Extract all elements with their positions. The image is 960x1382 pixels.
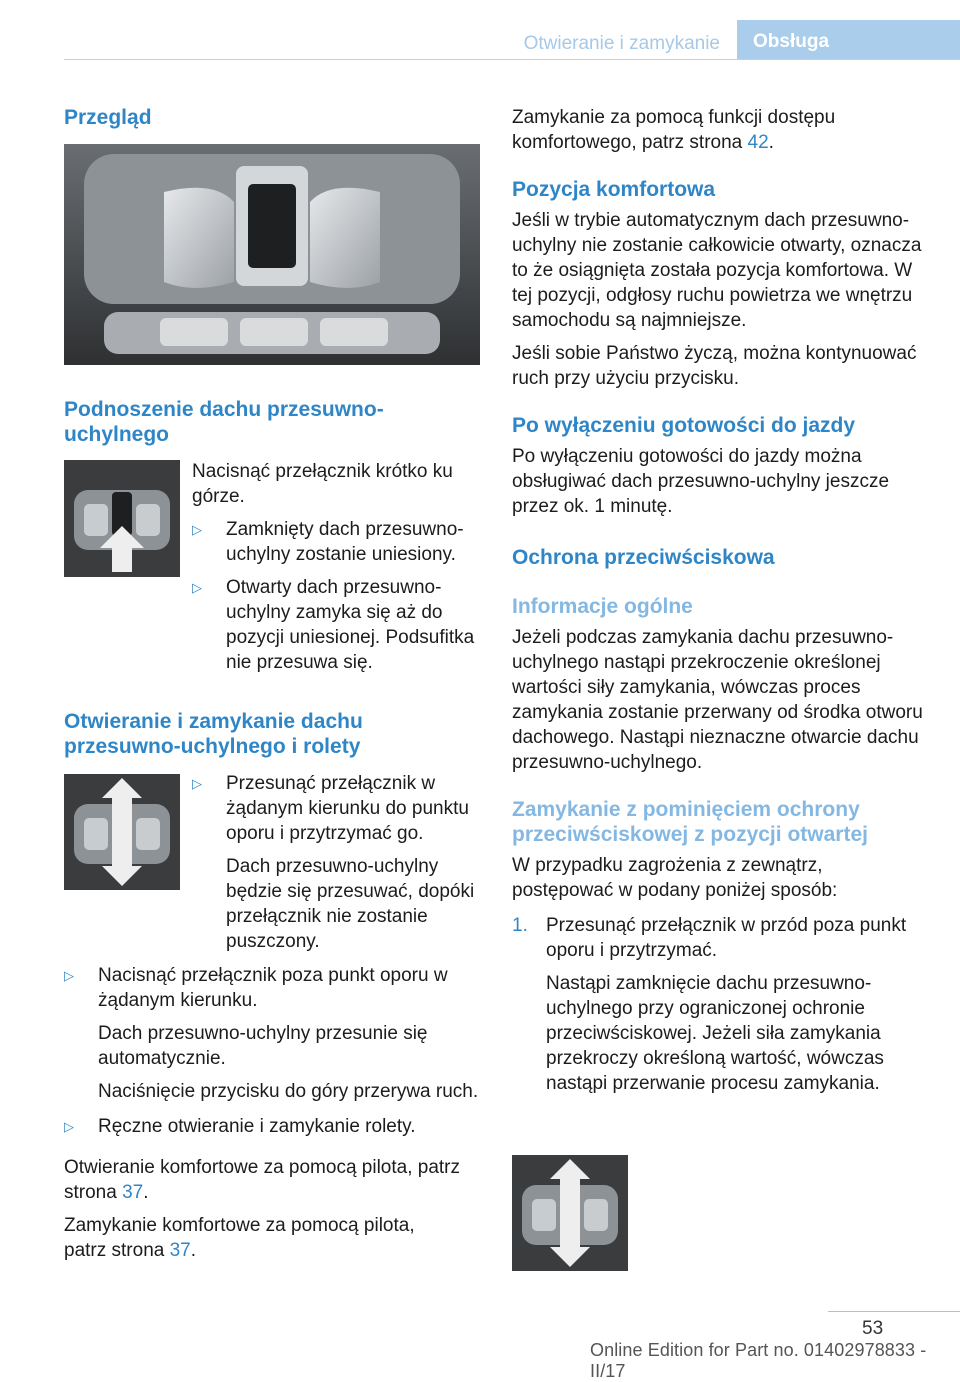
step-continuation: Nastąpi zamknięcie dachu przesuwno-uchylnego przy ograniczonej ochronie przeciwściskowej. Jeżeli siła zamykania przekroczy określoną wartość, wówczas nastąpi przerwanie procesu zamykania. <box>546 973 884 1094</box>
list-item <box>64 1114 482 1139</box>
open-item-2: Nacisnąć przełącznik poza punkt oporu w żądanym kierunku. <box>98 965 448 1011</box>
heading-general-info: Informacje ogólne <box>512 595 693 618</box>
heading-bypass: Zamykanie z pominięciem ochrony przeciwściskowej z pozycji otwartej <box>512 798 868 846</box>
section-title: Przegląd <box>64 106 152 129</box>
open-item-2-cont2: Naciśnięcie przycisku do góry przerywa ruch. <box>98 1081 479 1102</box>
open-item-1-cont: Dach przesuwno-uchylny będzie się przesuwać, dopóki przełącznik nie zostanie puszczony. <box>226 856 475 952</box>
list-item <box>512 913 926 963</box>
comfort-close-ref: Zamykanie komfortowe za pomocą pilota, patrz strona 37. <box>64 1215 415 1261</box>
header-section-title: Otwieranie i zamykanie <box>523 33 720 54</box>
header-rule <box>64 59 960 60</box>
step-number: 1. <box>512 915 528 936</box>
overhead-console-photo <box>64 144 480 365</box>
page-link-37[interactable]: 37 <box>169 1240 191 1261</box>
heading-raise-roof: Podnoszenie dachu przesuwno-uchylnego <box>64 398 384 446</box>
right-column <box>512 105 926 1096</box>
after-ready-paragraph: Po wyłączeniu gotowości do jazdy można obsługiwać dach przesuwno-uchylny jeszcze przez ok. 1 minutę. <box>512 446 890 517</box>
page-link-37[interactable]: 37 <box>122 1182 144 1203</box>
step-text: Przesunąć przełącznik w przód poza punkt oporu i przytrzymać. <box>546 915 907 961</box>
list-item <box>64 963 482 1013</box>
open-item-1: Przesunąć przełącznik w żądanym kierunku do punktu oporu i przytrzymać go. <box>226 773 469 844</box>
bullet-triangle-icon: ▷ <box>192 776 202 791</box>
raise-block <box>192 459 482 675</box>
switch-slide-forward-image <box>512 1155 628 1271</box>
raise-intro: Nacisnąć przełącznik krótko ku górze. <box>192 461 453 507</box>
list-item <box>192 517 482 567</box>
open-block-b <box>64 963 482 1263</box>
bullet-triangle-icon: ▷ <box>64 968 74 983</box>
general-paragraph: Jeżeli podczas zamykania dachu przesuwno-uchylnego nastąpi przekroczenie określonej wartości siły zamykania, wówczas proces zamykania zostanie przerwany od środka otworu dachowego. Nastąpi nieznaczne otwarcie dachu przesuwno-uchylnego. <box>512 627 923 773</box>
comfort-open-text: Otwieranie komfortowe za pomocą pilota, patrz strona <box>64 1157 461 1203</box>
comfort-open-ref: Otwieranie komfortowe za pomocą pilota, patrz strona 37. <box>64 1157 461 1203</box>
list-item <box>192 771 482 846</box>
switch-slide-image <box>64 774 180 890</box>
edition-footer: Online Edition for Part no. 01402978833 - II/17 <box>590 1340 927 1381</box>
heading-after-ready: Po wyłączeniu gotowości do jazdy <box>512 414 856 437</box>
page-link-42[interactable]: 42 <box>747 132 769 153</box>
heading-open-close: Otwieranie i zamykanie dachu przesuwno-uchylnego i rolety <box>64 710 363 758</box>
heading-comfort-position: Pozycja komfortowa <box>512 178 716 201</box>
page-number: 53 <box>862 1318 884 1339</box>
list-item <box>192 575 482 675</box>
open-item-2-cont1: Dach przesuwno-uchylny przesunie się automatycznie. <box>98 1023 428 1069</box>
comfort-paragraph-1: Jeśli w trybie automatycznym dach przesuwno-uchylny nie zostanie całkowicie otwarty, oznacza to że osiągnięta została pozycja komfortowa. W tej pozycji, odgłosy ruchu powietrza we wnętrzu samochodu są najmniejsze. <box>512 210 922 331</box>
bullet-triangle-icon: ▷ <box>64 1119 74 1134</box>
heading-pinch-protection: Ochrona przeciwściskowa <box>512 546 775 569</box>
switch-press-up-image <box>64 460 180 577</box>
bypass-paragraph: W przypadku zagrożenia z zewnątrz, postępować w podany poniżej sposób: <box>512 855 838 901</box>
comfort-access-text: Zamykanie za pomocą funkcji dostępu komfortowego, patrz strona <box>512 107 836 153</box>
raise-item-1: Zamknięty dach przesuwno-uchylny zostanie uniesiony. <box>226 519 464 565</box>
bullet-triangle-icon: ▷ <box>192 580 202 595</box>
raise-item-2: Otwarty dach przesuwno-uchylny zamyka się aż do pozycji uniesionej. Podsufitka nie przesuwa się. <box>226 577 475 673</box>
comfort-close-text: Zamykanie komfortowe za pomocą pilota, patrz strona <box>64 1215 415 1261</box>
footer-rule <box>828 1311 960 1312</box>
comfort-paragraph-2: Jeśli sobie Państwo życzą, można kontynuować ruch przy użyciu przycisku. <box>512 343 917 389</box>
header-chapter-tab[interactable]: Obsługa <box>737 20 960 60</box>
open-block-a <box>192 771 482 954</box>
bullet-triangle-icon: ▷ <box>192 522 202 537</box>
comfort-access-ref: Zamykanie za pomocą funkcji dostępu komfortowego, patrz strona 42. <box>512 107 836 153</box>
open-item-3: Ręczne otwieranie i zamykanie rolety. <box>98 1116 416 1137</box>
